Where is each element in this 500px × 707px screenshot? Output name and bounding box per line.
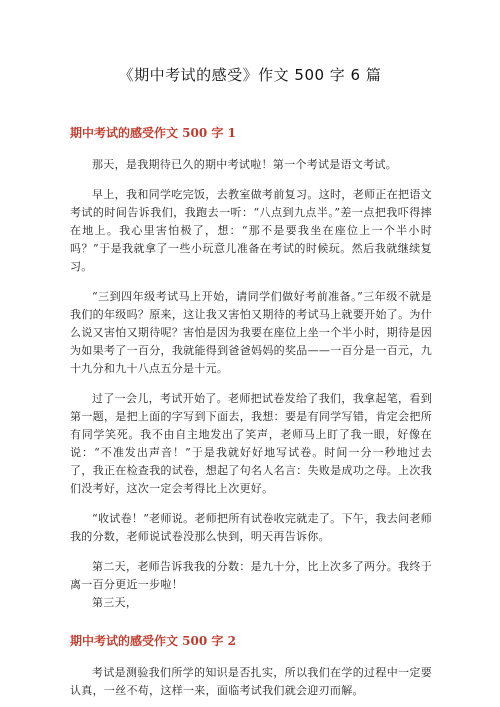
paragraph-1-5: “收试卷！”老师说。老师把所有试卷收完就走了。下午，我去问老师我的分数，老师说试卷没那么快到，明天再告诉你。	[70, 512, 432, 543]
paragraph-1-7: 第三天，	[92, 596, 138, 609]
paragraph-1-4: 过了一会儿，考试开始了。老师把试卷发给了我们，我拿起笔，看到第一题，是把上面的字写到下面去，我想：要是有同学写错，肯定会把所有同学笑死。我不由自主地发出了笑声，老师马上盯了我一眼，好像在说：“不准发出声音！”于是我就好好地写试卷。时间一分一秒地过去了，我正在检查我的试卷，想起了句名人名言：失败是成功之母。上次我们没考好，这次一定会考得比上次更好。	[70, 392, 432, 495]
paragraph-1-1: 那天，是我期待已久的期中考试啦！第一个考试是语文考试。	[92, 158, 398, 171]
paragraph-2-1: 考试是测验我们所学的知识是否扎实，所以我们在学的过程中一定要认真，一丝不苟，这样一来，面临考试我们就会迎刃而解。	[70, 666, 432, 697]
paragraph-1-6: 第二天，老师告诉我我的分数：是九十分，比上次多了两分。我终于离一百分更近一步啦！	[70, 560, 432, 591]
section-heading-1: 期中考试的感受作文 500 字 1	[70, 126, 236, 140]
section-heading-2: 期中考试的感受作文 500 字 2	[70, 634, 236, 648]
paragraph-1-3: “三到四年级考试马上开始，请同学们做好考前准备。”三年级不就是我们的年级吗？原来，这让我又害怕又期待的考试马上就要开始了。为什么说又害怕又期待呢？害怕是因为我要在座位上坐一个半小时，期待是因为如果考了一百分，我就能得到爸爸妈妈的奖品——一百分是一百元，九十九分和九十八点五分是十元。	[70, 290, 432, 375]
paragraph-1-2: 早上，我和同学吃完饭，去教室做考前复习。这时，老师正在把语文考试的时间告诉我们，我跑去一听：“八点到九点半。”差一点把我吓得摔在地上。我心里害怕极了，想：“那不是要我坐在座位上一个半小时吗？”于是我就拿了一些小玩意儿准备在考试的时候玩。然后我就继续复习。	[70, 188, 432, 273]
document-title: 《期中考试的感受》作文 500 字 6 篇	[118, 66, 382, 84]
document-body	[70, 124, 432, 700]
